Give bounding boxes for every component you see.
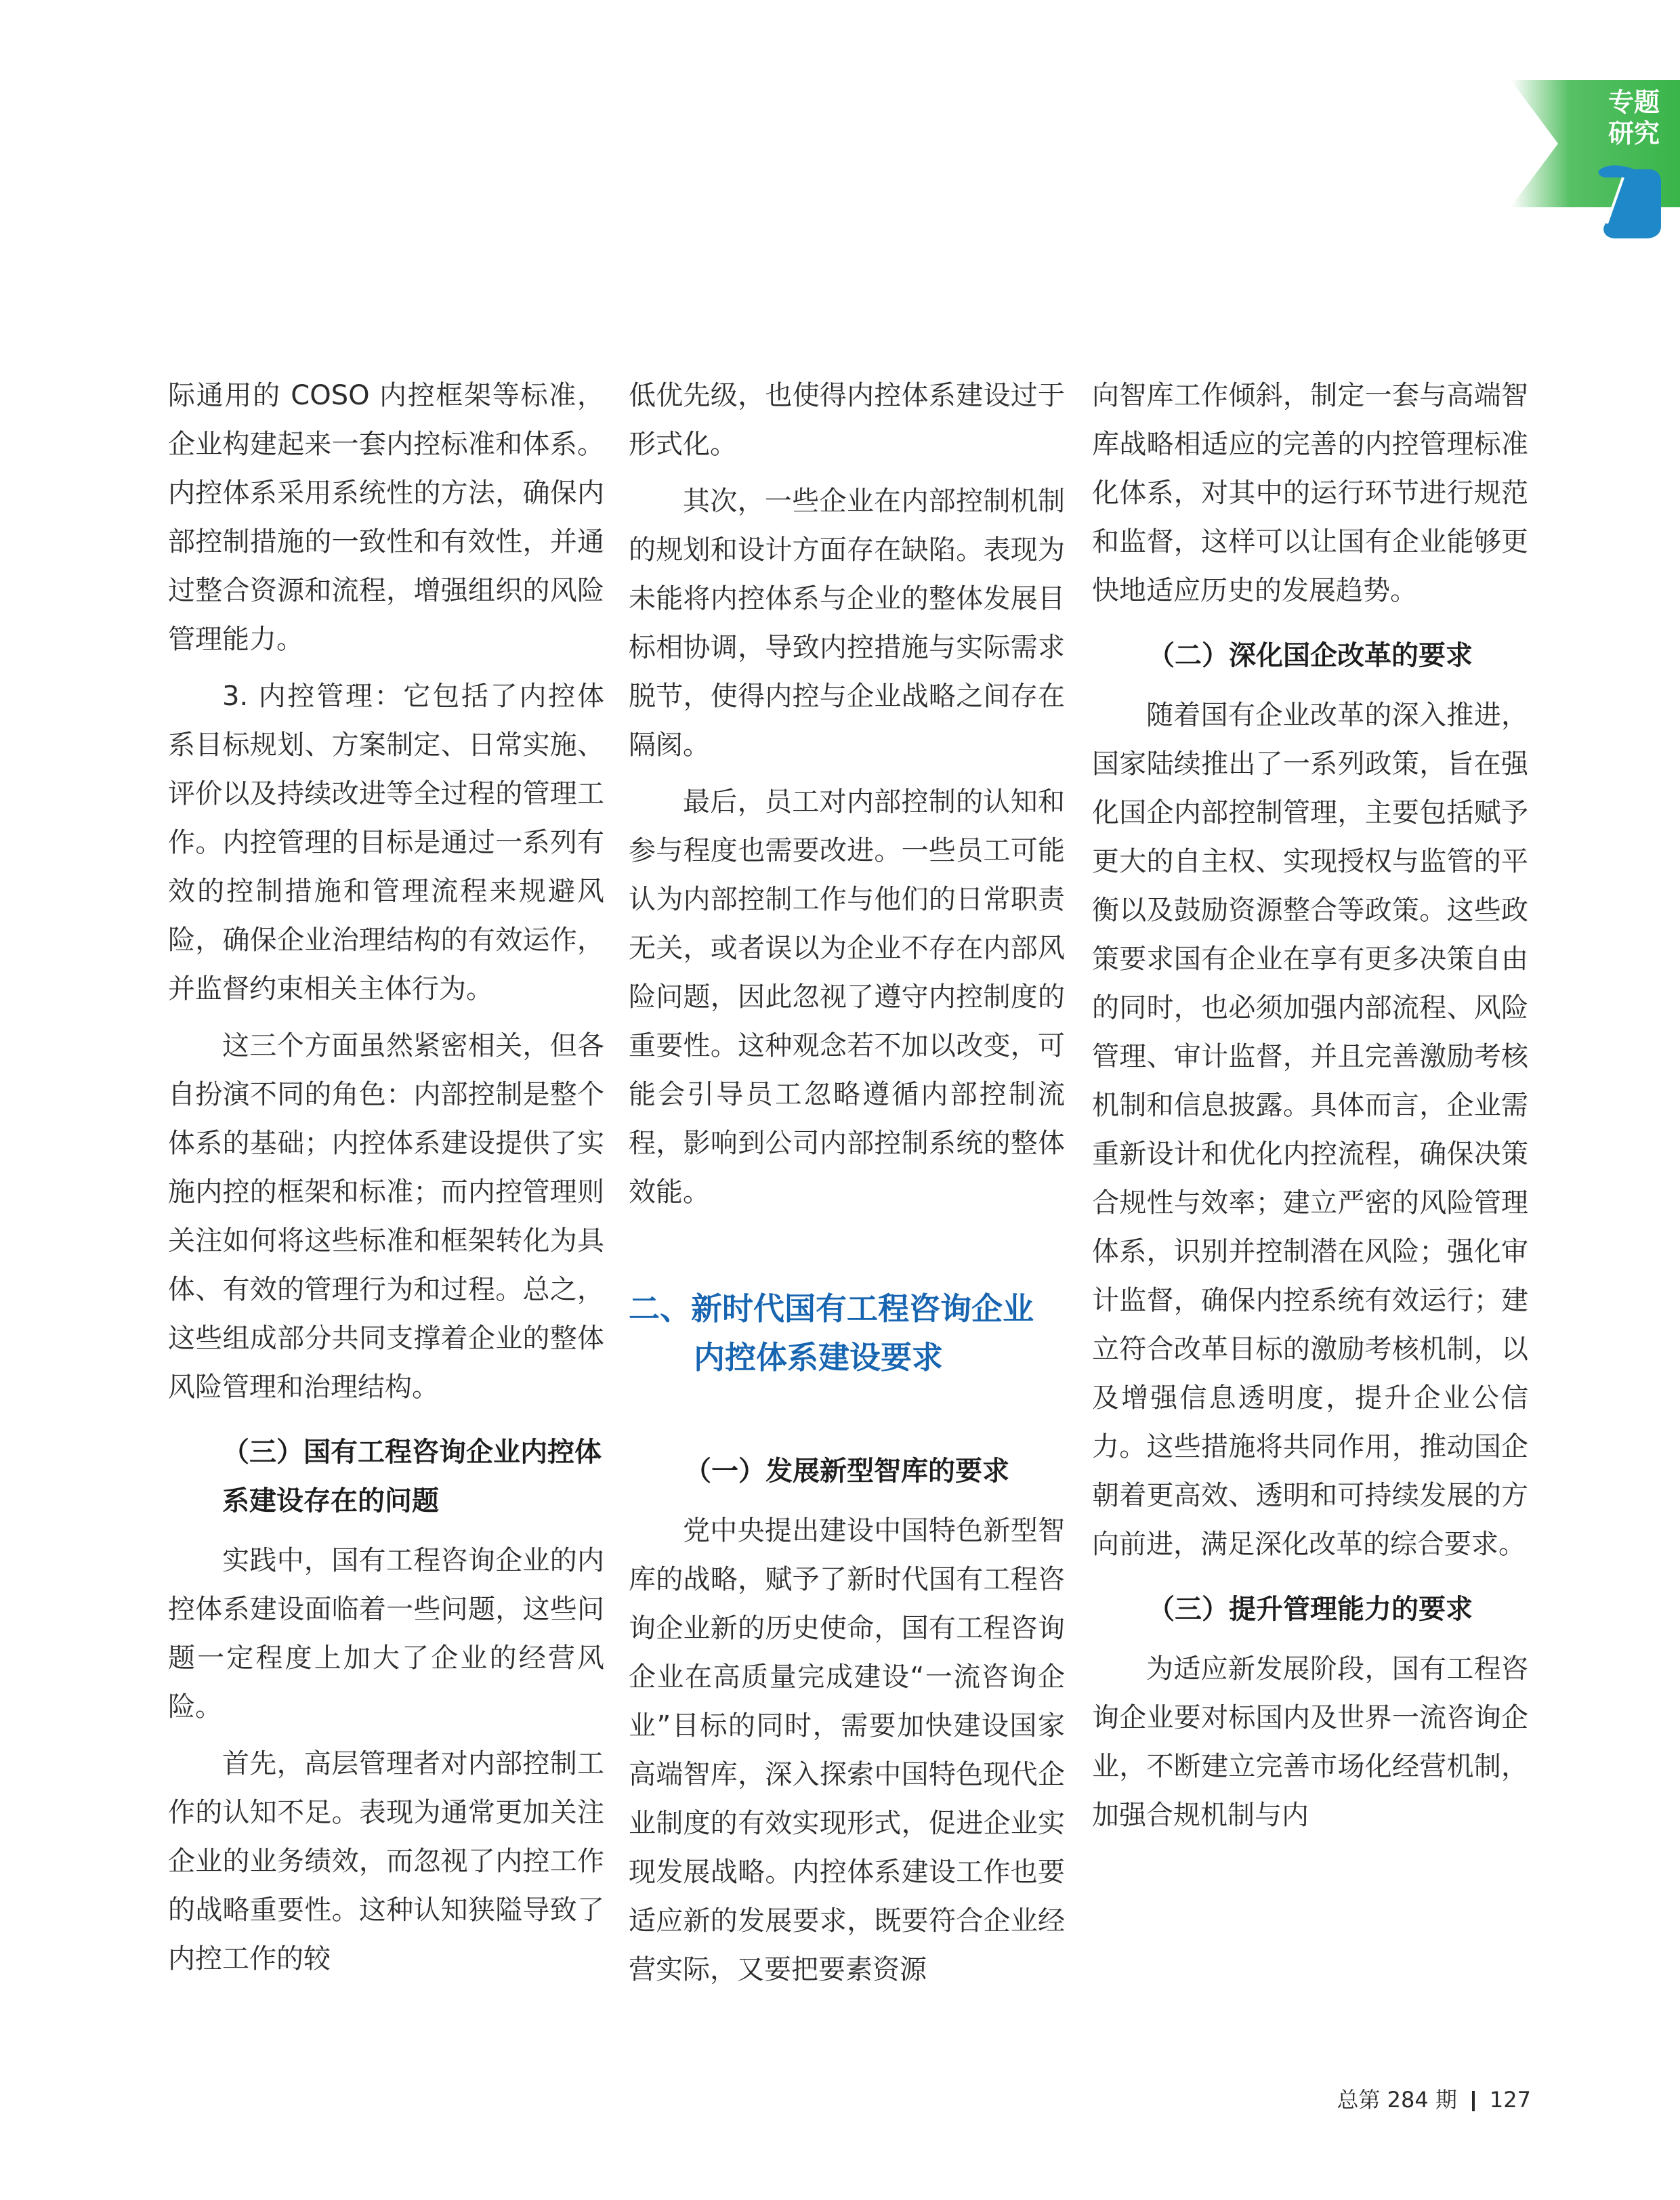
subsection-heading: （三）提升管理能力的要求: [1148, 1594, 1473, 1625]
paragraph: 党中央提出建设中国特色新型智库的战略，赋予了新时代国有工程咨询企业新的历史使命，国有工程咨询企业在高质量完成建设“一流咨询企业”目标的同时，需要加快建设国家高端智库，深入探索中国特色现代企业制度的有效实现形式，促进企业实现发展战略。内控体系建设工作也要适应新的发展要求，既要符合企业经营实际，又要把要素资源: [629, 1515, 1065, 1985]
section-heading-line: 二、新时代国有工程咨询企业: [629, 1290, 1034, 1327]
paragraph: 随着国有企业改革的深入推进，国家陆续推出了一系列政策，旨在强化国企内部控制管理，主要包括赋予更大的自主权、实现授权与监管的平衡以及鼓励资源整合等政策。这些政策要求国有企业在享有更多决策自由的同时，也必须加强内部流程、风险管理、审计监督，并且完善激励考核机制和信息披露。具体而言，企业需重新设计和优化内控流程，确保决策合规性与效率；建立严密的风险管理体系，识别并控制潜在风险；强化审计监督，确保内控系统有效运行；建立符合改革目标的激励考核机制，以及增强信息透明度，提升企业公信力。这些措施将共同作用，推动国企朝着更高效、透明和可持续发展的方向前进，满足深化改革的综合要求。: [1092, 700, 1528, 1560]
subsection-heading: （一）发展新型智库的要求: [684, 1456, 1009, 1487]
page-number: 127: [1489, 2087, 1531, 2113]
paragraph: 低优先级，也使得内控体系建设过于形式化。: [629, 380, 1065, 460]
section-tab-label: 研究: [1608, 119, 1660, 148]
paragraph: 3. 内控管理：它包括了内控体系目标规划、方案制定、日常实施、评价以及持续改进等全过程的管理工作。内控管理的目标是通过一系列有效的控制措施和管理流程来规避风险，确保企业治理结构的有效运作，并监督约束相关主体行为。: [168, 681, 604, 1004]
page-footer: [1287, 2086, 1531, 2113]
paragraph: 最后，员工对内部控制的认知和参与程度也需要改进。一些员工可能认为内部控制工作与他们的日常职责无关，或者误以为企业不存在内部风险问题，因此忽视了遵守内控制度的重要性。这种观念若不加以改变，可能会引导员工忽略遵循内部控制流程，影响到公司内部控制系统的整体效能。: [629, 786, 1065, 1208]
paragraph: 向智库工作倾斜，制定一套与高端智库战略相适应的完善的内控管理标准化体系，对其中的运行环节进行规范和监督，这样可以让国有企业能够更快地适应历史的发展趋势。: [1092, 380, 1528, 606]
column-left: [168, 371, 604, 1983]
section-heading: [629, 1284, 1065, 1382]
paragraph: 实践中，国有工程咨询企业的内控体系建设面临着一些问题，这些问题一定程度上加大了企业的经营风险。: [168, 1545, 604, 1722]
subsection-heading: （二）深化国企改革的要求: [1148, 640, 1473, 671]
paragraph: 这三个方面虽然紧密相关，但各自扮演不同的角色：内部控制是整个体系的基础；内控体系建设提供了实施内控的框架和标准；而内控管理则关注如何将这些标准和框架转化为具体、有效的管理行为和过程。总之，这些组成部分共同支撑着企业的整体风险管理和治理结构。: [168, 1030, 604, 1403]
paragraph: 为适应新发展阶段，国有工程咨询企业要对标国内及世界一流咨询企业，不断建立完善市场化经营机制，加强合规机制与内: [1092, 1653, 1528, 1831]
issue-number: 总第 284 期: [1337, 2087, 1457, 2113]
footer-divider: [1472, 2091, 1475, 2111]
paragraph: 际通用的 COSO 内控框架等标准，企业构建起来一套内控标准和体系。内控体系采用系统性的方法，确保内部控制措施的一致性和有效性，并通过整合资源和流程，增强组织的风险管理能力。: [168, 380, 604, 655]
section-tab-graphic: [0, 0, 1680, 284]
section-tab-label: 专题: [1608, 87, 1660, 117]
section-tab: [0, 0, 1680, 284]
column-middle: [629, 371, 1065, 1994]
subsection-heading: （三）国有工程咨询企业内控体系建设存在的问题: [222, 1437, 602, 1517]
column-right: [1092, 371, 1528, 1840]
paragraph: 首先，高层管理者对内部控制工作的认知不足。表现为通常更加关注企业的业务绩效，而忽视了内控工作的战略重要性。这种认知狭隘导致了内控工作的较: [168, 1748, 604, 1974]
section-heading-line: 内控体系建设要求: [694, 1339, 943, 1376]
paragraph: 其次，一些企业在内部控制机制的规划和设计方面存在缺陷。表现为未能将内控体系与企业的整体发展目标相协调，导致内控措施与实际需求脱节，使得内控与企业战略之间存在隔阂。: [629, 486, 1065, 761]
